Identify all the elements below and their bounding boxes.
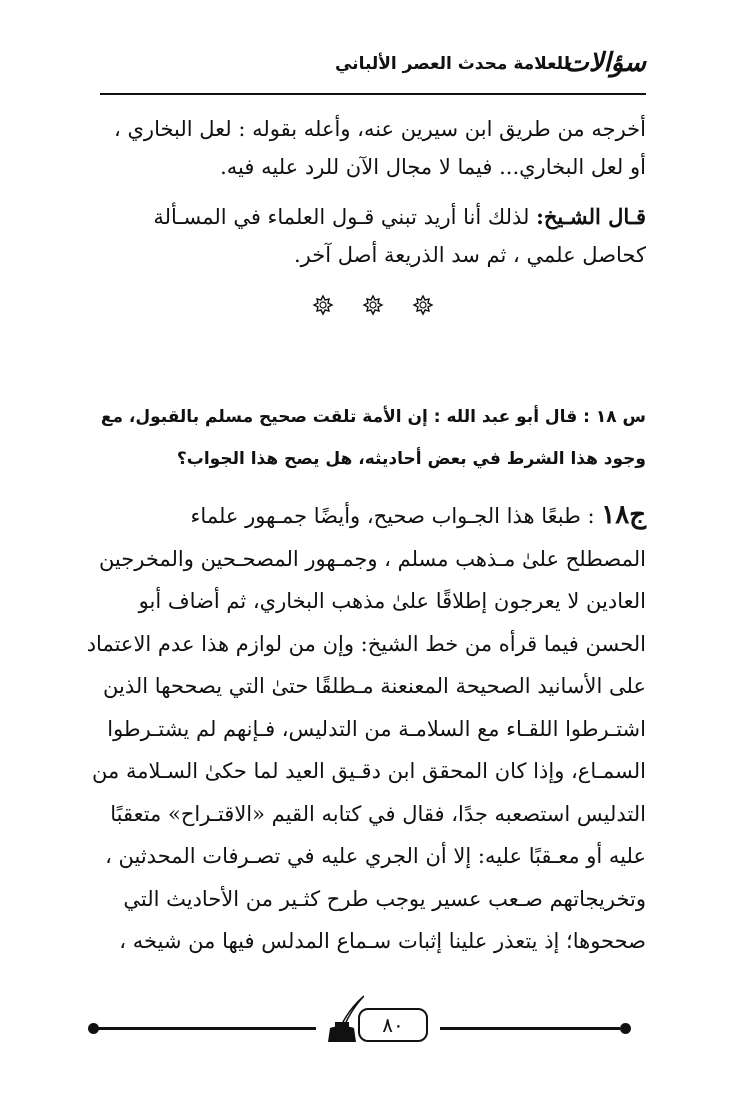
ornament-icon <box>312 294 334 316</box>
text-line <box>100 198 646 236</box>
text-line: العادين لا يعرجون إطلاقًا علىٰ مذهب البخاري، ثم أضاف أبو <box>138 589 646 613</box>
answer-label: ج١٨ <box>601 500 646 530</box>
text-line: التدليس استصعبه جدًا، فقال في كتابه القيم «الاقتـراح» متعقبًا <box>110 801 646 826</box>
text-fragment: : طبعًا هذا الجـواب صحيح، وأيضًا جمـهور علماء <box>190 504 602 528</box>
text-fragment: لذلك أنا أريد تبني قـول العلماء في المسـألة <box>153 205 537 229</box>
page-header <box>100 40 646 88</box>
shaykh-said-label: قـال الشـيخ: <box>536 204 646 229</box>
text-line: السمـاع، وإذا كان المحقق ابن دقـيق العيد لما حكىٰ السـلامة من <box>92 759 646 783</box>
footer-rule-left <box>94 1027 316 1030</box>
header-title: للعلامة محدث العصر الألباني <box>334 54 570 74</box>
text-line: الحسن فيما قرأه من خط الشيخ: وإن من لوازم هذا عدم الاعتماد <box>86 631 646 656</box>
question-line: س ١٨ : قال أبو عبد الله : إن الأمة تلقت صحيح مسلم بالقبول، مع <box>100 407 646 427</box>
text-line: وتخريجاتهم صـعب عسير يوجب طرح كثـير من الأحاديث التي <box>123 886 646 911</box>
text-line: على الأسانيد الصحيحة المعنعنة مـطلقًا حتىٰ التي يصححها الذين <box>103 674 646 698</box>
text-line <box>100 494 646 538</box>
question-18 <box>100 396 646 480</box>
question-line: وجود هذا الشرط في بعض أحاديثه، هل يصح هذا الجواب؟ <box>176 449 646 469</box>
ornament-icon <box>412 294 434 316</box>
footer-rule-right <box>440 1027 620 1030</box>
text-line: كحاصل علمي ، ثم سد الذريعة أصل آخر. <box>293 243 646 267</box>
series-logo: سؤالات <box>564 48 646 78</box>
answer-18 <box>86 494 646 963</box>
paragraph-1 <box>100 110 646 186</box>
page-number: ٨٠ <box>358 1008 428 1042</box>
ornament-icon <box>362 294 384 316</box>
text-line: عليه أو معـقبًا عليه: إلا أن الجري عليه في تصـرفات المحدثين ، <box>105 844 646 868</box>
text-line: المصطلح علىٰ مـذهب مسلم ، وجمـهور المصحـحين والمخرجين <box>98 546 646 571</box>
text-line: صححوها؛ إذ يتعذر علينا إثبات سـماع المدلس فيها من شيخه ، <box>119 929 646 953</box>
text-line: اشتـرطوا اللقـاء مع السلامـة من التدليس، فـإنهم لم يشتـرطوا <box>107 716 646 741</box>
page-footer <box>88 1008 658 1048</box>
text-line: أخرجه من طريق ابن سيرين عنه، وأعله بقوله : لعل البخاري ، <box>114 117 646 141</box>
header-divider <box>100 93 646 95</box>
footer-dot <box>620 1023 631 1034</box>
text-line: أو لعل البخاري... فيما لا مجال الآن للرد عليه فيه. <box>220 155 646 179</box>
section-ornaments <box>0 294 746 324</box>
paragraph-2 <box>100 198 646 274</box>
